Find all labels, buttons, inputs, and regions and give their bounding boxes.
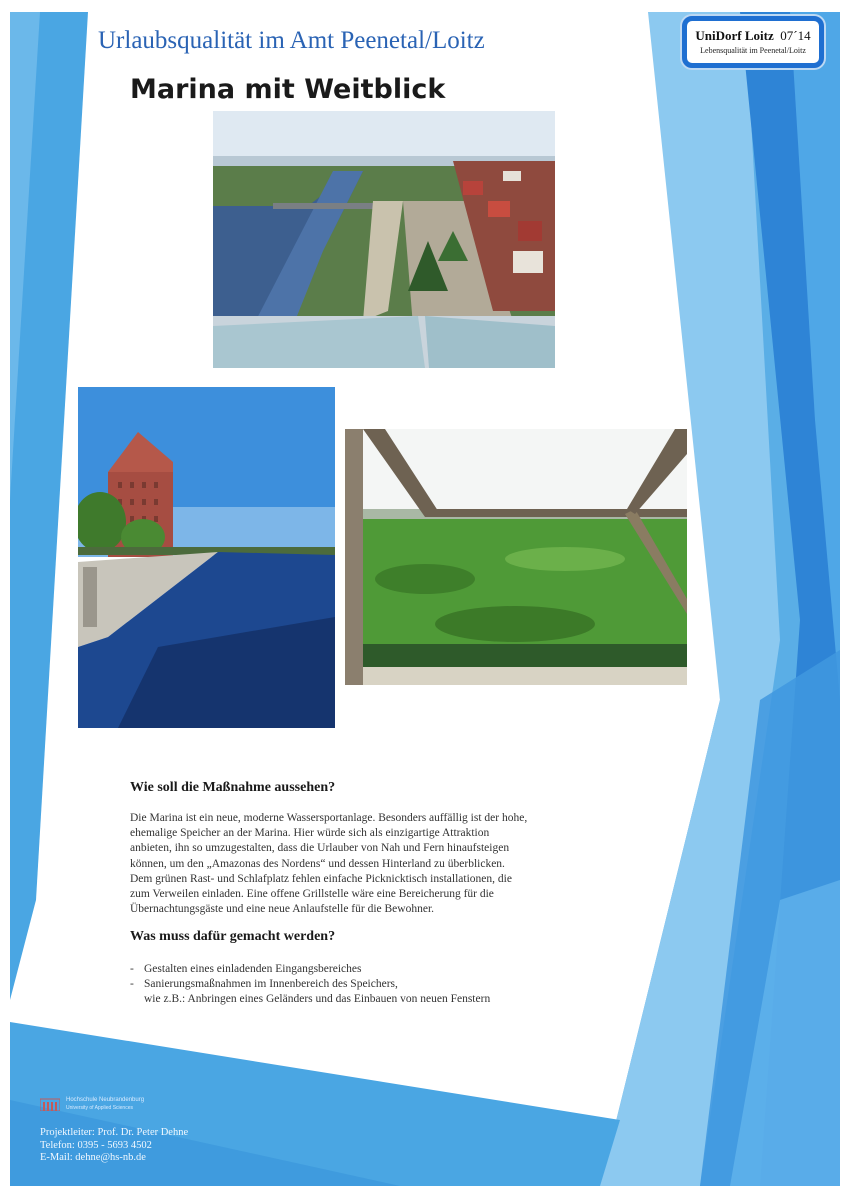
section-description-text [130,811,550,917]
page-title: Marina mit Weitblick [130,74,446,105]
description-line: ehemalige Speicher an der Marina. Hier würde sich als einzigartige Attraktion [130,827,490,840]
section-description [130,780,550,917]
badge-issue: 07´14 [780,28,811,43]
university-logo [40,1096,144,1112]
description-line: Übernachtungsgäste und eine neue Anlaufstelle für die Bewohner. [130,903,435,916]
university-name: Hochschule Neubrandenburg [66,1097,145,1103]
contact-email: E-Mail: dehne@hs-nb.de [40,1152,146,1163]
description-line: zum Verweilen einladen. Eine offene Grillstelle wäre eine Bereicherung für die [130,888,494,901]
photo-wetland-window-view [345,429,687,685]
badge-title [687,28,819,44]
task-item [130,977,490,1007]
task-item-text: Sanierungsmaßnahmen im Innenbereich des Speichers, [144,978,398,990]
badge-name: UniDorf Loitz [695,28,774,43]
task-item [130,962,490,977]
description-line: können, um den „Amazonas des Nordens“ und dessen Hinterland zu überblicken. [130,857,505,870]
photo-aerial-river-town [213,111,555,368]
task-item-continuation: wie z.B.: Anbringen eines Geländers und das Einbauen von neuen Fenstern [144,993,491,1005]
task-item-text: Gestalten eines einladenden Eingangsbereiches [144,963,362,975]
description-line: Die Marina ist ein neue, moderne Wassersportanlage. Besonders auffällig ist der hohe, [130,812,528,824]
project-badge [682,16,824,68]
contact-project-lead: Projektleiter: Prof. Dr. Peter Dehne [40,1127,189,1138]
section-tasks [130,929,490,1007]
description-line: Dem grünen Rast- und Schlafplatz fehlen einfache Picknicktisch installationen, die [130,872,512,885]
section-heading-description: Wie soll die Maßnahme aussehen? [130,780,336,795]
header-title: Urlaubsqualität im Amt Peenetal/Loitz [98,27,485,54]
photo-granary-marina [78,387,335,728]
task-list [130,962,490,1007]
badge-subtitle: Lebensqualität im Peenetal/Loitz [700,46,806,55]
university-logo-icon [40,1097,60,1111]
contact-info [40,1127,188,1165]
description-line: anbieten, ihn so umzugestalten, dass die Urlauber von Nah und Fern hinaufsteigen [130,842,510,855]
contact-phone: Telefon: 0395 - 5693 4502 [40,1139,152,1151]
university-subtitle: University of Applied Sciences [66,1105,133,1111]
section-heading-tasks: Was muss dafür gemacht werden? [130,929,336,944]
